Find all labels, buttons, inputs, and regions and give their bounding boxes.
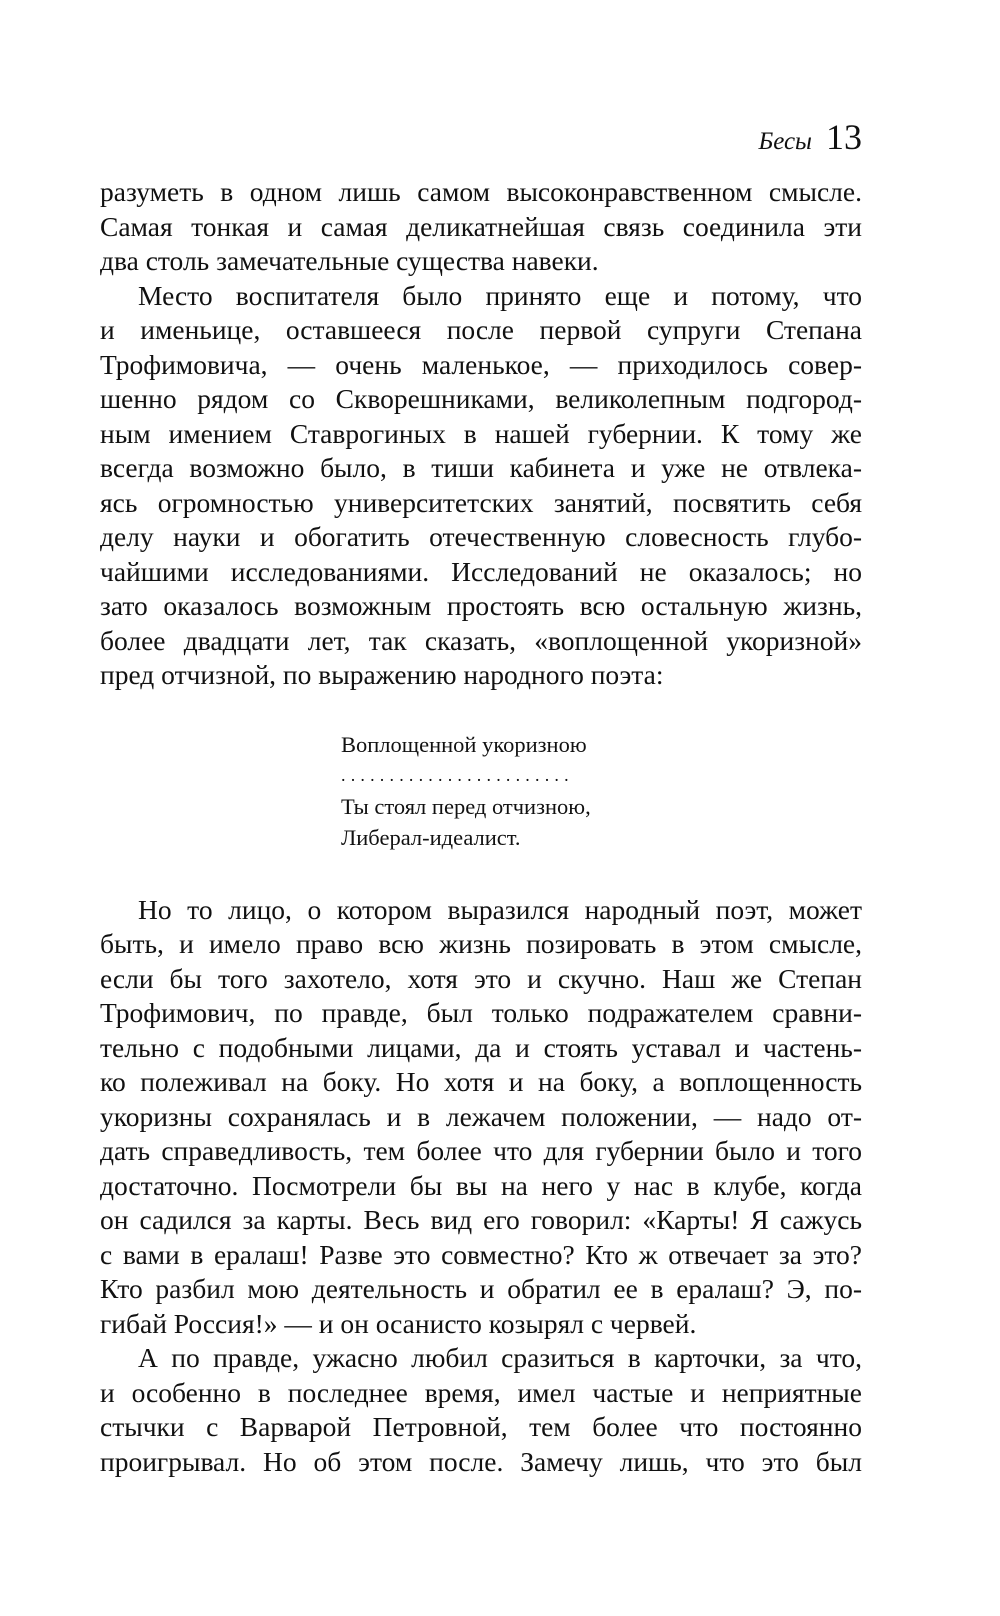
- text-line: всегда возможно было, в тиши кабинета и уже не отвлека-: [100, 452, 862, 483]
- paragraph-3: [100, 893, 862, 1342]
- poem-line: Воплощенной укоризною: [341, 731, 587, 757]
- paragraph-4: [100, 1341, 862, 1479]
- text-line: Трофимович, по правде, был только подражателем сравни-: [100, 997, 862, 1028]
- text-line: Но то лицо, о котором выразился народный поэт, может: [138, 893, 862, 925]
- running-head: [758, 116, 862, 158]
- text-line: ко полеживал на боку. Но хотя и на боку, а воплощенность: [100, 1066, 862, 1097]
- text-line: тельно с подобными лицами, да и стоять уставал и частень-: [100, 1031, 862, 1063]
- text-line: укоризны сохранялась и в лежачем положении, — надо от-: [100, 1100, 862, 1132]
- paragraph-1: [100, 175, 862, 279]
- poem-ellipsis: ........................: [341, 764, 574, 785]
- text-line: делу науки и обогатить отечественную словесность глубо-: [100, 521, 862, 552]
- text-line: проигрывал. Но об этом после. Замечу лишь, что это был: [100, 1445, 862, 1477]
- text-line: быть, и имело право всю жизнь позировать в этом смысле,: [100, 928, 862, 959]
- text-line: достаточно. Посмотрели бы вы на него у нас в клубе, когда: [100, 1169, 862, 1201]
- text-line: дать справедливость, тем более что для губернии было и того: [100, 1135, 862, 1166]
- text-line: А по правде, ужасно любил сразиться в карточки, за что,: [138, 1342, 862, 1373]
- text-line: пред отчизной, по выражению народного поэта:: [100, 659, 664, 690]
- text-line: ясь огромностью университетских занятий, посвятить себя: [100, 486, 862, 518]
- text-line: стычки с Варварой Петровной, тем более что постоянно: [100, 1411, 862, 1442]
- text-line: если бы того захотело, хотя это и скучно. Наш же Степан: [100, 962, 862, 994]
- text-line: Кто разбил мою деятельность и обратил ее в ералаш? Э, по-: [100, 1273, 862, 1304]
- poem-line: Либерал-идеалист.: [341, 824, 521, 850]
- page-number: 13: [826, 117, 862, 157]
- text-line: гибай Россия!» — и он осанисто козырял с червей.: [100, 1307, 697, 1339]
- text-line: и особенно в последнее время, имел частые и неприятные: [100, 1376, 862, 1408]
- body-text: [100, 175, 862, 1479]
- paragraph-2: [100, 279, 862, 693]
- text-line: он садился за карты. Весь вид его говорил: «Карты! Я сажусь: [100, 1204, 862, 1235]
- text-line: Самая тонкая и самая деликатнейшая связь соединила эти: [100, 210, 862, 242]
- running-title: Бесы: [758, 128, 812, 155]
- poem-line: Ты стоял перед отчизною,: [341, 793, 591, 819]
- text-line: чайшими исследованиями. Исследований не оказалось; но: [100, 555, 862, 587]
- text-line: шенно рядом со Скворешниками, великолепным подгород-: [100, 383, 862, 414]
- text-line: ным имением Ставрогиных в нашей губернии. К тому же: [100, 417, 862, 449]
- text-line: два столь замечательные существа навеки.: [100, 245, 599, 276]
- poem-quote: [341, 729, 862, 853]
- text-line: Место воспитателя было принято еще и потому, что: [138, 279, 862, 311]
- text-line: Трофимовича, — очень маленькое, — приходилось совер-: [100, 348, 862, 380]
- text-line: более двадцати лет, так сказать, «воплощенной укоризной»: [100, 624, 862, 656]
- text-line: и именьице, оставшееся после первой супруги Степана: [100, 314, 862, 345]
- text-line: зато оказалось возможным простоять всю остальную жизнь,: [100, 590, 862, 621]
- text-line: разуметь в одном лишь самом высоконравственном смысле.: [100, 176, 862, 207]
- text-line: с вами в ералаш! Разве это совместно? Кто ж отвечает за это?: [100, 1238, 862, 1270]
